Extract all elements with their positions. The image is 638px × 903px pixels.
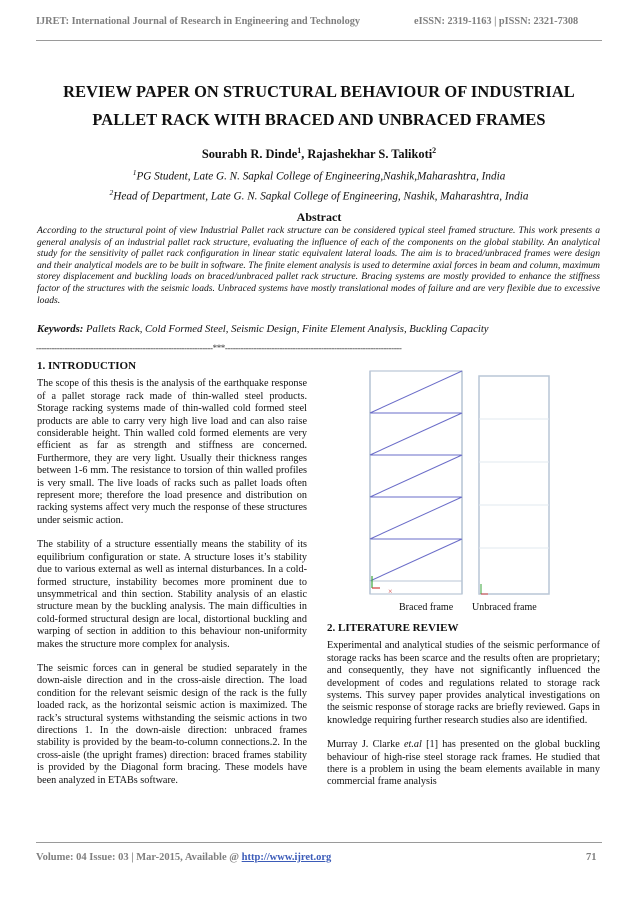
page-header	[0, 12, 638, 34]
diagonal-brace	[370, 455, 462, 497]
aff1-text: PG Student, Late G. N. Sapkal College of Engineering,Nashik,Maharashtra, India	[136, 170, 506, 183]
intro-paragraph-2: The stability of a structure essentially means the stability of its equilibrium configuration or state. A structure loses it’s stability due to various external as well as internal disturbances. In a cold-formed structure, instability becomes more prominent due to unsymmetrical and thin section. Stability analysis of an elastic structure mean by the buckling analysis. The main difficulties in cold-formed structural design are local, distortional buckling and warping of section in addition to this behaviour non-uniformity makes the structure more complex for analysis.	[37, 539, 307, 650]
lit-paragraph-1: Experimental and analytical studies of the seismic performance of storage racks has been scarce and the results often are proprietary; and consequently, they have not significantly influenced the development of codes and regulations related to storage rack systems. This survey paper provides analytical investigations on the seismic response of storage racks are briefly reviewed. Gaps in knowledge requiring further research studies also are identified.	[327, 640, 600, 726]
diagonal-brace	[370, 371, 462, 413]
unbraced-frame-diagram	[479, 376, 549, 594]
author-1-sup: 1	[297, 146, 302, 155]
lit-paragraph-2	[327, 739, 600, 789]
unbraced-frame-caption: Unbraced frame	[472, 602, 537, 613]
footer-rule	[36, 842, 602, 843]
support-x-icon: ×	[388, 587, 393, 596]
abstract-heading: Abstract	[296, 210, 342, 224]
aff1-sup: 1	[132, 168, 137, 177]
section-1-heading: 1. INTRODUCTION	[37, 360, 137, 372]
lit-p2-etal: et.al	[404, 739, 422, 751]
lit-p2-a: Murray J. Clarke	[327, 739, 405, 751]
author-2-sup: 2	[432, 146, 437, 155]
unbraced-frame-outline	[479, 376, 549, 594]
author-1: Sourabh R. Dinde	[201, 147, 298, 162]
journal-name: IJRET: International Journal of Research in Engineering and Technology	[36, 16, 361, 27]
rack-frames-figure	[360, 366, 565, 606]
diagonal-brace	[370, 497, 462, 539]
affiliation-2	[30, 185, 608, 205]
aff2-text: Head of Department, Late G. N. Sapkal College of Engineering, Nashik, Maharashtra, India	[113, 190, 529, 203]
intro-paragraph-1: The scope of this thesis is the analysis of the earthquake response of a pallet storage rack made of thin-walled steel products. Storage racking systems made of thin-walled cold formed steel products are able to carry very high live load and can also raise considerable height. Thin walled cold formed elements are very efficient as far as strength and stiffness are concerned. Furthermore, they are very light. Usually their thickness ranges between 1-6 mm. The resistance to torsion of thin walled profiles is very small. The live loads of racks such as pallet loads often represent more; therefore the load presence and distribution on racking systems affect very much the response of these structures under seismic action.	[37, 378, 307, 526]
issn: eISSN: 2319-1163 | pISSN: 2321-7308	[414, 16, 579, 27]
diagonal-brace	[370, 413, 462, 455]
separator: --------------------------------------------------------------------***--------------------------------------------------------------------	[36, 343, 402, 353]
intro-paragraph-3: The seismic forces can in general be studied separately in the down-aisle direction and in the cross-aisle direction. The load condition for the relevant seismic design of the rack is the fully loaded rack, as the horizontal seismic action is maximized. The rack’s structural systems withstanding the seismic actions in two directions 1. In the down-aisle direction: unbraced frames stability is provided by the beam-to-column connections.2. In the cross-aisle (the upright frames) direction: braced frames stability is provided by the Diagonal form bracing. These models have been analyzed in ETABs software.	[37, 662, 307, 786]
section-2-heading: 2. LITERATURE REVIEW	[327, 622, 459, 634]
braced-frame-diagram	[370, 371, 462, 596]
column-right	[327, 622, 600, 801]
affiliation-1	[30, 165, 608, 185]
abstract-text: According to the structural point of view Industrial Pallet rack structure can be considered typical steel framed structure. This work presents a general analysis of an industrial pallet rack structure, evaluating the influence of each of the components on the global stability. An analytical study for the sensitivity of pallet rack configuration in linear static equivalent lateral loads. The aim is to braced/unbraced frames were design and their analytical models are to be built in software. The finite element analysis is used to determine axial forces in beam and column, maximum storey displacement and buckling loads on braced/unbraced pallet rack structure. Bracing systems are mostly provided to enhance the stiffness factor of the structures with the seismic loads. Unbraced systems have mostly translational modes of failure and are very flexible due to excessive loads.	[37, 225, 600, 306]
author-sep: ,	[301, 147, 308, 162]
header-rule	[36, 40, 602, 41]
journal-link[interactable]: http://www.ijret.org	[241, 852, 332, 863]
title-line-2: PALLET RACK WITH BRACED AND UNBRACED FRAMES	[92, 110, 546, 129]
authors	[30, 146, 608, 162]
keywords-text: Pallets Rack, Cold Formed Steel, Seismic Design, Finite Element Analysis, Buckling Capacity	[83, 323, 489, 335]
lit-p2-b: [1] has presented on the global buckling behaviour of high-rise steel storage rack frames. He studied that there is a problem in using the beam elements available in many commercial frame analysis	[327, 739, 600, 788]
title-line-1: REVIEW PAPER ON STRUCTURAL BEHAVIOUR OF INDUSTRIAL	[63, 82, 575, 101]
keywords-label: Keywords:	[37, 323, 84, 335]
page-number: 71	[586, 852, 597, 863]
braced-frame-caption: Braced frame	[399, 602, 454, 613]
footer	[36, 852, 331, 863]
aff2-sup: 2	[109, 187, 114, 197]
affiliations	[30, 165, 608, 204]
braced-frame-outline	[370, 371, 462, 594]
paper-title	[30, 78, 608, 134]
diagonal-brace	[370, 539, 462, 581]
footer-text: Volume: 04 Issue: 03 | Mar-2015, Available @	[36, 852, 242, 863]
column-left	[37, 360, 307, 799]
keywords	[37, 323, 600, 335]
author-2: Rajashekhar S. Talikoti	[307, 147, 433, 162]
